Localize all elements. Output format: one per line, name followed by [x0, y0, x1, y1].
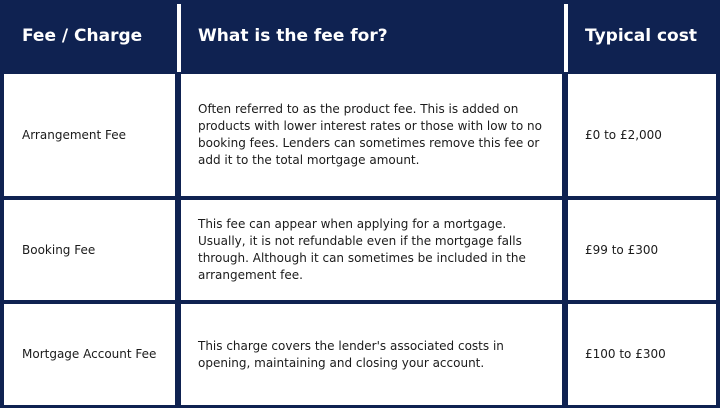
table-header-row: [0, 0, 720, 72]
fee-name: Mortgage Account Fee: [22, 347, 157, 361]
fee-description: This fee can appear when applying for a mortgage. Usually, it is not refundable even if the mortgage falls through. Although it can sometimes be included in the arrangement fee.: [198, 217, 526, 282]
table-cell-fee: [4, 304, 175, 405]
fee-cost: £100 to £300: [585, 347, 666, 361]
fee-cost: £99 to £300: [585, 242, 659, 257]
fee-cost: £0 to £2,000: [585, 127, 662, 142]
table-cell-description: [181, 74, 562, 196]
header-fee-charge: Fee / Charge: [22, 26, 143, 46]
header-typical-cost: Typical cost: [585, 26, 697, 46]
fee-name: Arrangement Fee: [22, 127, 127, 142]
table-cell-description: [181, 304, 562, 405]
table-cell-cost: [568, 74, 716, 196]
table-cell-fee: [4, 74, 175, 196]
fee-description: This charge covers the lender's associated costs in opening, maintaining and closing your account.: [198, 338, 504, 370]
table-cell-description: [181, 200, 562, 300]
table-cell-cost: [568, 200, 716, 300]
table-cell-fee: [4, 200, 175, 300]
header-fee-purpose: What is the fee for?: [198, 26, 388, 46]
table-cell-cost: [568, 304, 716, 405]
fee-description: Often referred to as the product fee. This is added on products with lower interest rates or those with low to no booking fees. Lenders can sometimes remove this fee or add it to the total mortgage amount.: [198, 102, 542, 167]
fee-name: Booking Fee: [22, 242, 96, 257]
